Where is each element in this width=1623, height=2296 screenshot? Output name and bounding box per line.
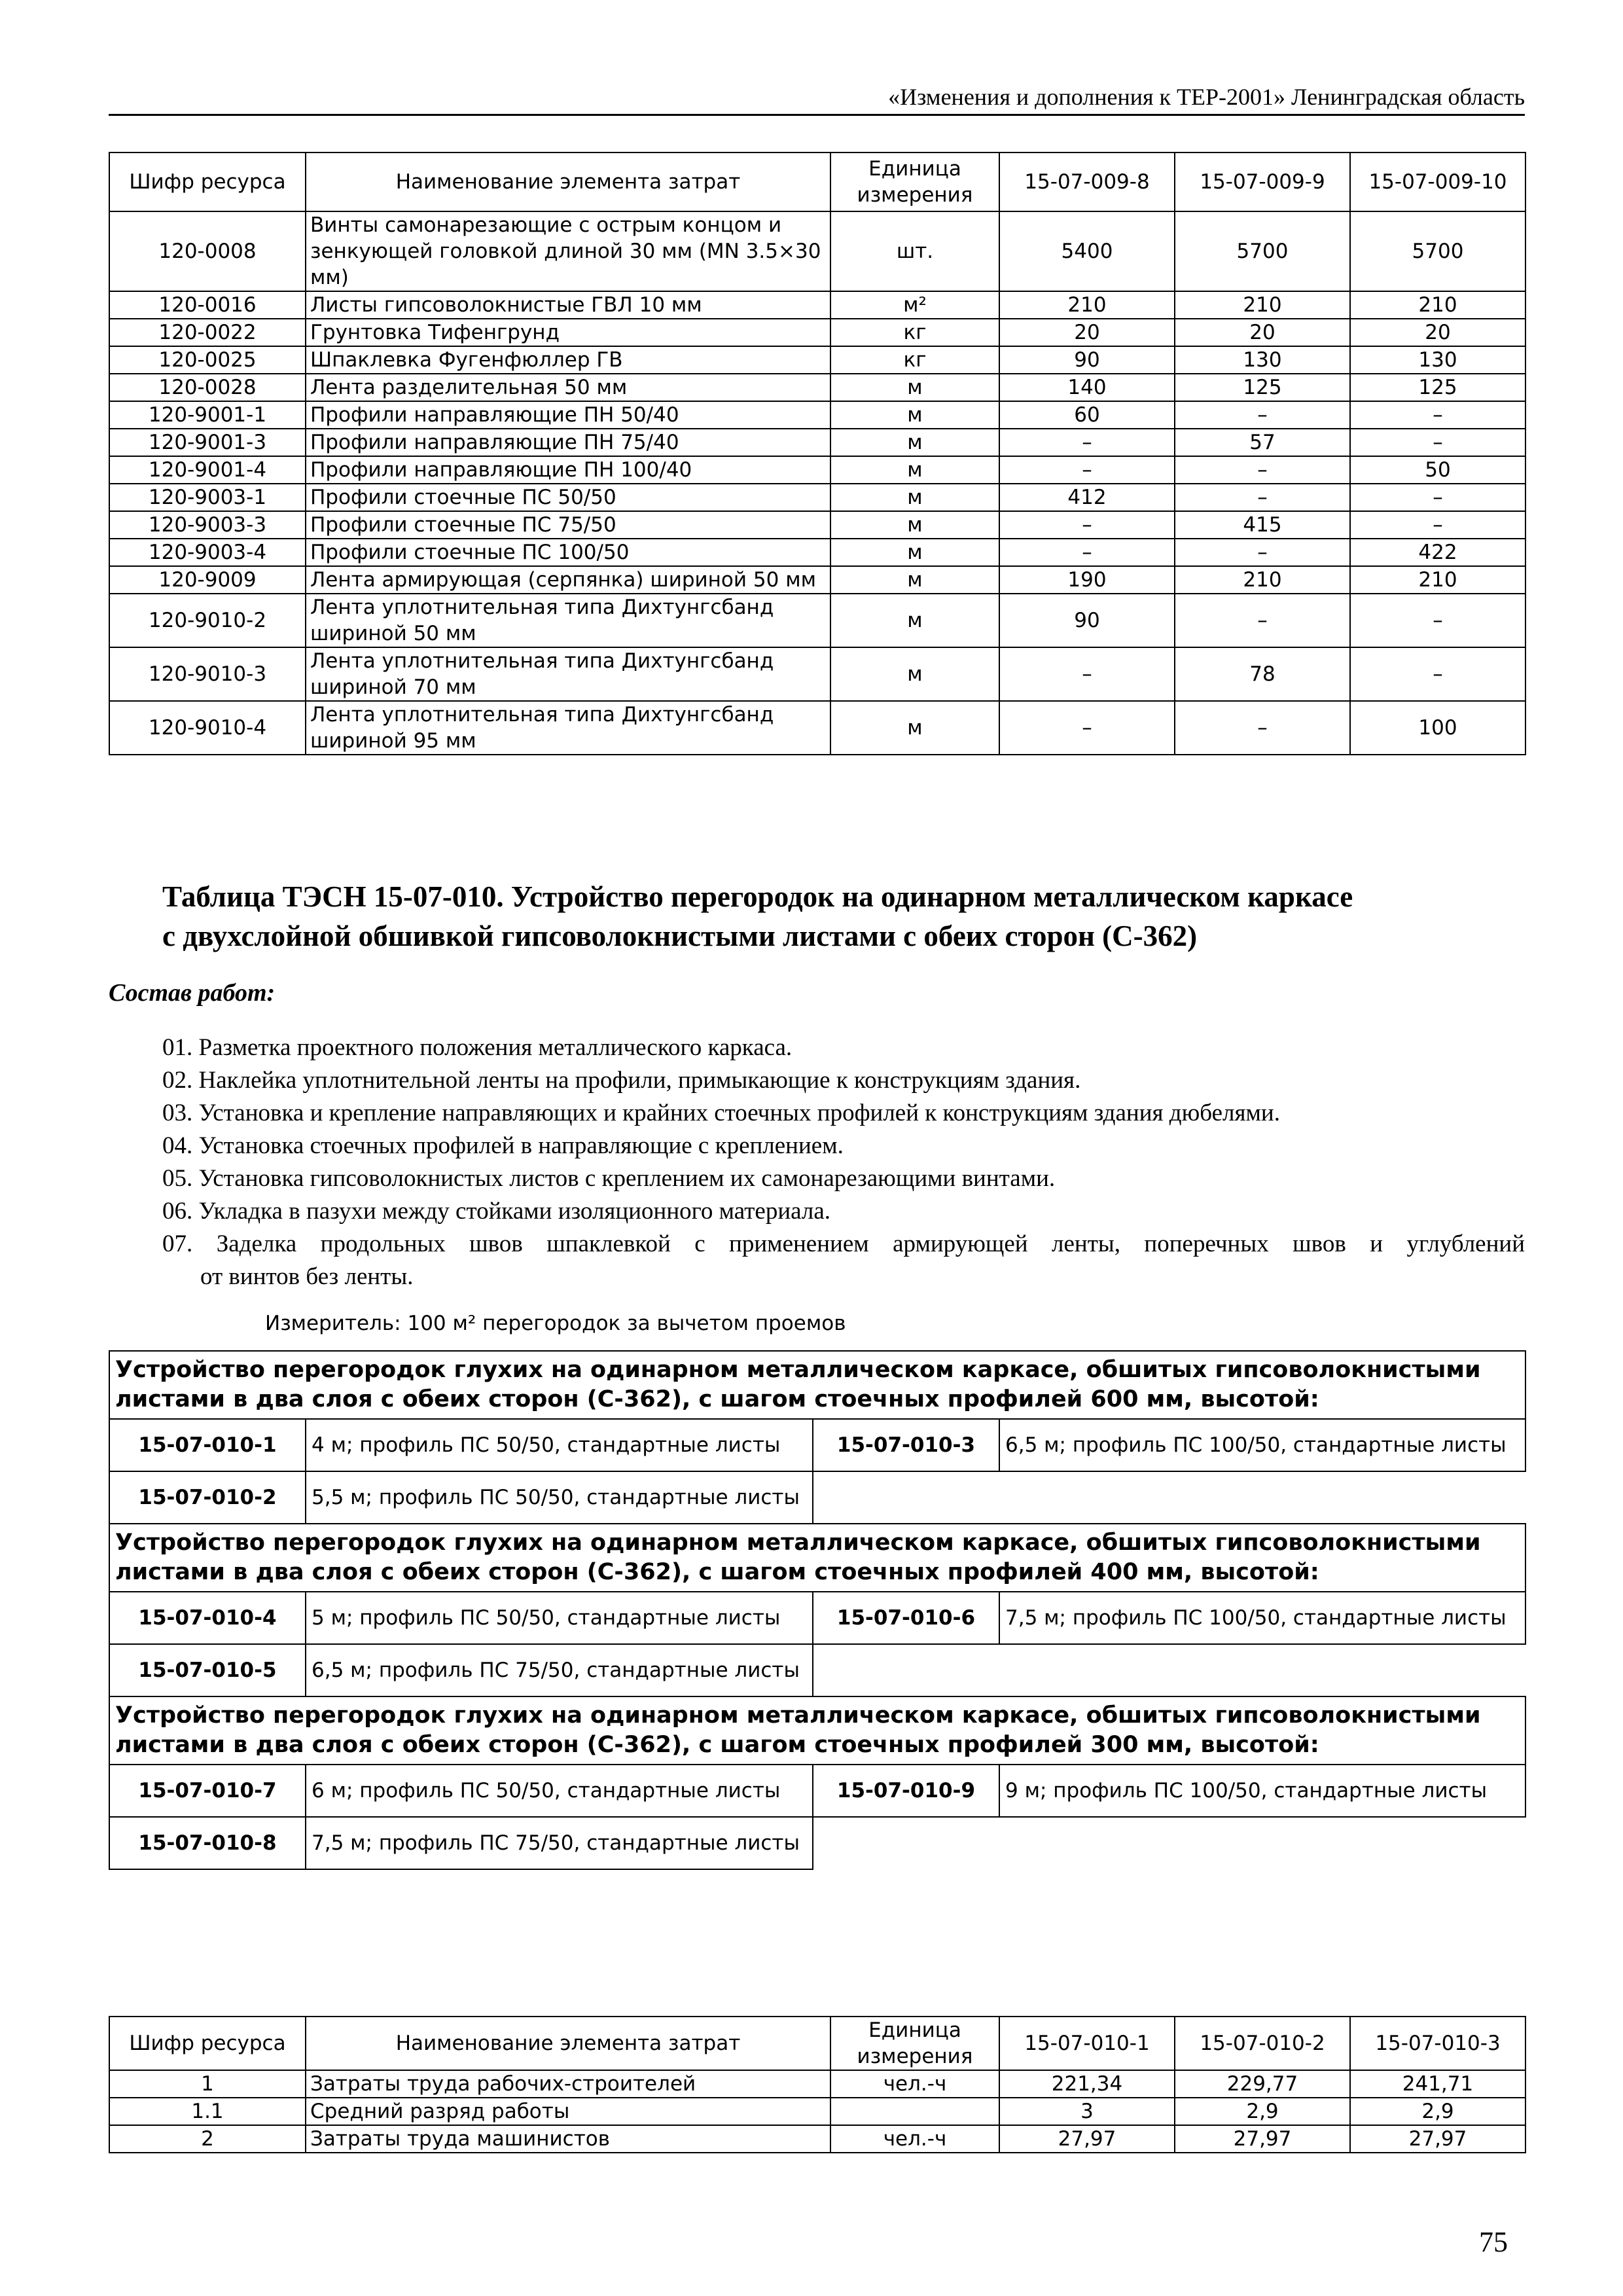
unit-cell	[830, 2098, 999, 2125]
empty-cell	[813, 1471, 1525, 1524]
norm-code: 15-07-010-7	[109, 1765, 306, 1817]
value-cell: 412	[999, 484, 1175, 511]
value-cell: 60	[999, 401, 1175, 429]
table-row	[109, 647, 1525, 701]
norm-code: 15-07-010-8	[109, 1817, 306, 1869]
norm-code: 15-07-010-2	[109, 1471, 306, 1524]
norm-description: 7,5 м; профиль ПС 75/50, стандартные листы	[306, 1817, 813, 1869]
cost-element-name-cell: Шпаклевка Фугенфюллер ГВ	[306, 346, 830, 374]
table-header-row	[109, 152, 1525, 211]
value-cell: 50	[1350, 456, 1525, 484]
work-item-continuation: от винтов без ленты.	[200, 1263, 414, 1290]
section-title-line: Таблица ТЭСН 15-07-010. Устройство перегородок на одинарном металлическом каркасе	[162, 880, 1353, 913]
cost-element-name-cell: Лента разделительная 50 мм	[306, 374, 830, 401]
unit-cell: чел.-ч	[830, 2125, 999, 2153]
unit-cell: м	[830, 374, 999, 401]
value-cell: 125	[1350, 374, 1525, 401]
unit-cell: м	[830, 647, 999, 701]
value-cell: –	[999, 456, 1175, 484]
cost-element-name-cell: Профили стоечные ПС 100/50	[306, 539, 830, 566]
value-cell: 210	[1175, 566, 1350, 594]
norm-row	[109, 1765, 1525, 1817]
value-cell: 2,9	[1350, 2098, 1525, 2125]
resource-code-cell: 120-9001-4	[109, 456, 306, 484]
resource-code-cell: 120-9009	[109, 566, 306, 594]
cost-element-name-cell: Профили стоечные ПС 75/50	[306, 511, 830, 539]
value-cell: 190	[999, 566, 1175, 594]
resource-code-cell: 120-0025	[109, 346, 306, 374]
resource-code-cell: 120-9003-3	[109, 511, 306, 539]
unit-cell: м	[830, 484, 999, 511]
value-cell: –	[1175, 701, 1350, 755]
value-cell: –	[1175, 401, 1350, 429]
group-header-row	[109, 1696, 1525, 1765]
work-item: 05. Установка гипсоволокнистых листов с креплением их самонарезающими винтами.	[162, 1165, 1056, 1192]
work-item: 01. Разметка проектного положения металлического каркаса.	[162, 1034, 793, 1061]
unit-cell: м	[830, 401, 999, 429]
norm-code: 15-07-010-9	[813, 1765, 999, 1817]
value-cell: –	[1175, 456, 1350, 484]
group-title: Устройство перегородок глухих на одинарном металлическом каркасе, обшитых гипсоволокнистыми листами в два слоя с обеих сторон (С-362), с шагом стоечных профилей 400 мм, высотой:	[109, 1524, 1525, 1592]
resource-code-cell: 2	[109, 2125, 306, 2153]
unit-cell: чел.-ч	[830, 2070, 999, 2098]
value-cell: 20	[1175, 319, 1350, 346]
cost-element-name-cell: Затраты труда рабочих-строителей	[306, 2070, 830, 2098]
group-header-row	[109, 1351, 1525, 1419]
value-cell: 2,9	[1175, 2098, 1350, 2125]
group-title: Устройство перегородок глухих на одинарном металлическом каркасе, обшитых гипсоволокнистыми листами в два слоя с обеих сторон (С-362), с шагом стоечных профилей 600 мм, высотой:	[109, 1351, 1525, 1419]
value-cell: 5400	[999, 211, 1175, 291]
table-row	[109, 2098, 1525, 2125]
value-cell: –	[999, 701, 1175, 755]
norm-description: 9 м; профиль ПС 100/50, стандартные листы	[999, 1765, 1525, 1817]
column-header: Шифр ресурса	[109, 2017, 306, 2070]
resource-code-cell: 120-0008	[109, 211, 306, 291]
column-header: Наименование элемента затрат	[306, 152, 830, 211]
norm-row	[109, 1471, 1525, 1524]
column-header: 15-07-010-3	[1350, 2017, 1525, 2070]
section-title	[162, 877, 1525, 956]
unit-cell: м	[830, 429, 999, 456]
norm-description: 6,5 м; профиль ПС 100/50, стандартные листы	[999, 1419, 1525, 1471]
table-row	[109, 401, 1525, 429]
value-cell: 78	[1175, 647, 1350, 701]
value-cell: –	[1350, 594, 1525, 647]
value-cell: 27,97	[1350, 2125, 1525, 2153]
value-cell: –	[999, 429, 1175, 456]
unit-cell: м	[830, 566, 999, 594]
work-item: 03. Установка и крепление направляющих и крайних стоечных профилей к конструкциям здания дюбелями.	[162, 1100, 1280, 1126]
value-cell: 210	[999, 291, 1175, 319]
resource-code-cell: 120-0022	[109, 319, 306, 346]
value-cell: 422	[1350, 539, 1525, 566]
table-row	[109, 429, 1525, 456]
norm-row	[109, 1419, 1525, 1471]
value-cell: 415	[1175, 511, 1350, 539]
value-cell: 229,77	[1175, 2070, 1350, 2098]
work-item: 02. Наклейка уплотнительной ленты на профили, примыкающие к конструкциям здания.	[162, 1067, 1081, 1094]
table-row	[109, 456, 1525, 484]
empty-cell	[813, 1817, 1525, 1869]
value-cell: 57	[1175, 429, 1350, 456]
work-item: 06. Укладка в пазухи между стойками изоляционного материала.	[162, 1198, 831, 1225]
value-cell: 241,71	[1350, 2070, 1525, 2098]
unit-cell: м	[830, 701, 999, 755]
table-row	[109, 319, 1525, 346]
column-header: 15-07-010-2	[1175, 2017, 1350, 2070]
table-row	[109, 374, 1525, 401]
table-row	[109, 701, 1525, 755]
value-cell: 100	[1350, 701, 1525, 755]
value-cell: 5700	[1350, 211, 1525, 291]
resource-code-cell: 120-9001-1	[109, 401, 306, 429]
table-row	[109, 211, 1525, 291]
cost-element-name-cell: Профили направляющие ПН 100/40	[306, 456, 830, 484]
unit-cell: кг	[830, 346, 999, 374]
table-row	[109, 484, 1525, 511]
cost-element-name-cell: Лента уплотнительная типа Дихтунгсбанд шириной 70 мм	[306, 647, 830, 701]
work-composition-label: Состав работ:	[109, 979, 276, 1007]
value-cell: 5700	[1175, 211, 1350, 291]
table-row	[109, 594, 1525, 647]
unit-cell: кг	[830, 319, 999, 346]
column-header: Наименование элемента затрат	[306, 2017, 830, 2070]
resource-code-cell: 120-9010-3	[109, 647, 306, 701]
cost-element-name-cell: Грунтовка Тифенгрунд	[306, 319, 830, 346]
resource-table-010	[109, 2016, 1526, 2153]
norm-description: 4 м; профиль ПС 50/50, стандартные листы	[306, 1419, 813, 1471]
table-row	[109, 346, 1525, 374]
value-cell: –	[999, 539, 1175, 566]
column-header: Шифр ресурса	[109, 152, 306, 211]
value-cell: 210	[1175, 291, 1350, 319]
value-cell: 125	[1175, 374, 1350, 401]
value-cell: –	[1350, 647, 1525, 701]
value-cell: –	[1175, 594, 1350, 647]
value-cell: 20	[1350, 319, 1525, 346]
norm-code: 15-07-010-5	[109, 1644, 306, 1696]
table-row	[109, 2125, 1525, 2153]
column-header: Единица измерения	[830, 2017, 999, 2070]
norm-row	[109, 1592, 1525, 1644]
table-row	[109, 291, 1525, 319]
norm-description: 5,5 м; профиль ПС 50/50, стандартные листы	[306, 1471, 813, 1524]
work-list	[162, 1031, 1525, 1293]
unit-cell: м	[830, 594, 999, 647]
group-header-row	[109, 1524, 1525, 1592]
value-cell: 221,34	[999, 2070, 1175, 2098]
cost-element-name-cell: Листы гипсоволокнистые ГВЛ 10 мм	[306, 291, 830, 319]
cost-element-name-cell: Затраты труда машинистов	[306, 2125, 830, 2153]
norms-groups-table	[109, 1350, 1526, 1870]
norm-row	[109, 1644, 1525, 1696]
table-row	[109, 539, 1525, 566]
value-cell: –	[1350, 401, 1525, 429]
value-cell: –	[1350, 429, 1525, 456]
cost-element-name-cell: Лента уплотнительная типа Дихтунгсбанд шириной 50 мм	[306, 594, 830, 647]
table-row	[109, 511, 1525, 539]
value-cell: 20	[999, 319, 1175, 346]
resource-code-cell: 120-0016	[109, 291, 306, 319]
value-cell: 140	[999, 374, 1175, 401]
value-cell: 130	[1175, 346, 1350, 374]
cost-element-name-cell: Лента армирующая (серпянка) шириной 50 мм	[306, 566, 830, 594]
value-cell: 210	[1350, 566, 1525, 594]
resource-code-cell: 120-9010-2	[109, 594, 306, 647]
unit-cell: м	[830, 511, 999, 539]
value-cell: 210	[1350, 291, 1525, 319]
resource-code-cell: 120-9003-4	[109, 539, 306, 566]
resource-code-cell: 120-9003-1	[109, 484, 306, 511]
norm-code: 15-07-010-1	[109, 1419, 306, 1471]
unit-cell: м	[830, 456, 999, 484]
resource-code-cell: 120-9001-3	[109, 429, 306, 456]
cost-element-name-cell: Лента уплотнительная типа Дихтунгсбанд шириной 95 мм	[306, 701, 830, 755]
value-cell: –	[999, 511, 1175, 539]
unit-cell: м²	[830, 291, 999, 319]
value-cell: –	[999, 647, 1175, 701]
cost-element-name-cell: Профили направляющие ПН 50/40	[306, 401, 830, 429]
value-cell: 27,97	[1175, 2125, 1350, 2153]
value-cell: –	[1175, 484, 1350, 511]
norm-row	[109, 1817, 1525, 1869]
value-cell: –	[1175, 539, 1350, 566]
resource-table-009	[109, 152, 1526, 755]
unit-cell: шт.	[830, 211, 999, 291]
section-title-line: с двухслойной обшивкой гипсоволокнистыми листами с обеих сторон (С-362)	[162, 920, 1198, 952]
norm-code: 15-07-010-6	[813, 1592, 999, 1644]
norm-description: 6 м; профиль ПС 50/50, стандартные листы	[306, 1765, 813, 1817]
measurement-unit: Измеритель: 100 м² перегородок за вычетом проемов	[265, 1312, 846, 1335]
norm-code: 15-07-010-4	[109, 1592, 306, 1644]
norm-code: 15-07-010-3	[813, 1419, 999, 1471]
cost-element-name-cell: Профили направляющие ПН 75/40	[306, 429, 830, 456]
resource-code-cell: 1.1	[109, 2098, 306, 2125]
value-cell: 90	[999, 594, 1175, 647]
resource-code-cell: 1	[109, 2070, 306, 2098]
value-cell: 27,97	[999, 2125, 1175, 2153]
value-cell: 90	[999, 346, 1175, 374]
resource-code-cell: 120-9010-4	[109, 701, 306, 755]
column-header: Единица измерения	[830, 152, 999, 211]
value-cell: –	[1350, 484, 1525, 511]
column-header: 15-07-009-8	[999, 152, 1175, 211]
work-item: 04. Установка стоечных профилей в направляющие с креплением.	[162, 1132, 844, 1159]
column-header: 15-07-010-1	[999, 2017, 1175, 2070]
norm-description: 7,5 м; профиль ПС 100/50, стандартные листы	[999, 1592, 1525, 1644]
unit-cell: м	[830, 539, 999, 566]
group-title: Устройство перегородок глухих на одинарном металлическом каркасе, обшитых гипсоволокнистыми листами в два слоя с обеих сторон (С-362), с шагом стоечных профилей 300 мм, высотой:	[109, 1696, 1525, 1765]
column-header: 15-07-009-9	[1175, 152, 1350, 211]
page-number: 75	[1479, 2226, 1508, 2258]
value-cell: 130	[1350, 346, 1525, 374]
empty-cell	[813, 1644, 1525, 1696]
cost-element-name-cell: Средний разряд работы	[306, 2098, 830, 2125]
column-header: 15-07-009-10	[1350, 152, 1525, 211]
value-cell: –	[1350, 511, 1525, 539]
cost-element-name-cell: Профили стоечные ПС 50/50	[306, 484, 830, 511]
table-header-row	[109, 2017, 1525, 2070]
norm-description: 6,5 м; профиль ПС 75/50, стандартные листы	[306, 1644, 813, 1696]
value-cell: 3	[999, 2098, 1175, 2125]
page-header: «Изменения и дополнения к ТЕР-2001» Ленинградская область	[109, 84, 1525, 116]
work-item: 07. Заделка продольных швов шпаклевкой с применением армирующей ленты, поперечных швов и углублений	[162, 1230, 1525, 1257]
cost-element-name-cell: Винты самонарезающие с острым концом и зенкующей головкой длиной 30 мм (MN 3.5×30 мм)	[306, 211, 830, 291]
norm-description: 5 м; профиль ПС 50/50, стандартные листы	[306, 1592, 813, 1644]
resource-code-cell: 120-0028	[109, 374, 306, 401]
table-row	[109, 566, 1525, 594]
table-row	[109, 2070, 1525, 2098]
